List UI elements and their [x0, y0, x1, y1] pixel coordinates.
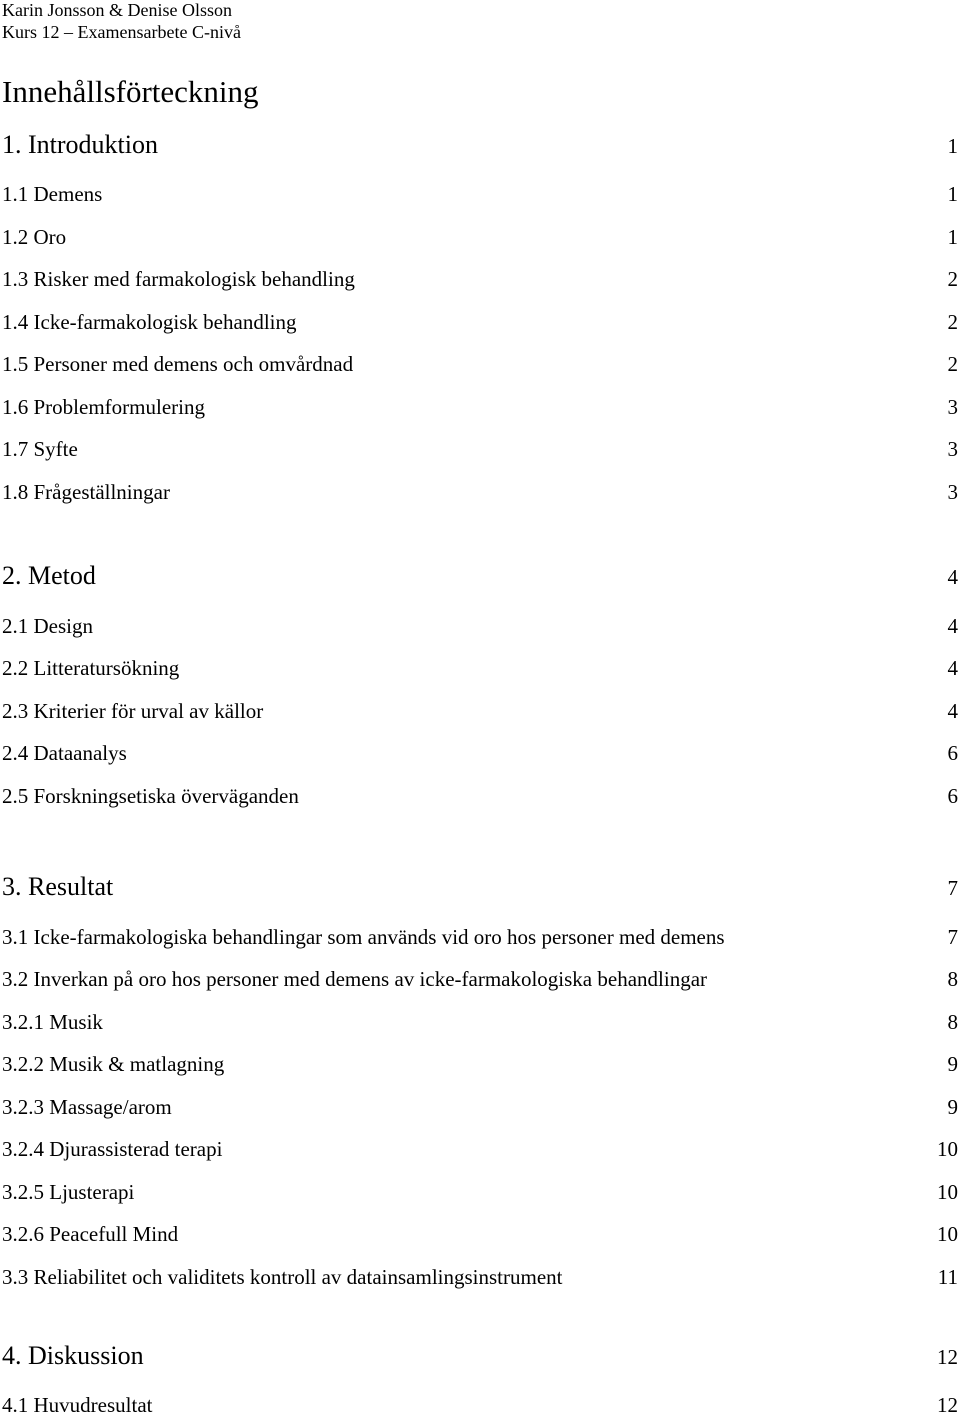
toc-entry-label: 4.1 Huvudresultat — [2, 1393, 153, 1417]
toc-entry[interactable] — [2, 391, 958, 421]
toc-entry-label: 1.2 Oro — [2, 225, 67, 249]
toc-entry-section[interactable] — [2, 872, 958, 902]
toc-entry-page: 2 — [947, 310, 958, 334]
toc-entry[interactable] — [2, 695, 958, 725]
toc-entry-label: 2.5 Forskningsetiska överväganden — [2, 784, 299, 808]
toc-entry-page: 1 — [947, 182, 958, 206]
toc-entry[interactable] — [2, 610, 958, 640]
toc-entry[interactable] — [2, 1261, 958, 1291]
toc-entry-page: 6 — [947, 784, 958, 808]
toc-entry-label: 2.3 Kriterier för urval av källor — [2, 699, 264, 723]
toc-entry-page: 10 — [937, 1222, 958, 1246]
toc-entry-page: 7 — [947, 925, 958, 949]
toc-entry[interactable] — [2, 221, 958, 251]
toc-entry-label: 2.4 Dataanalys — [2, 741, 127, 765]
toc-entry-label: 2.2 Litteratursökning — [2, 656, 180, 680]
toc-entry-label: 3.2.4 Djurassisterad terapi — [2, 1137, 223, 1161]
header-course: Kurs 12 – Examensarbete C-nivå — [2, 22, 241, 42]
toc-entry[interactable] — [2, 476, 958, 506]
toc-entry-label: 1.7 Syfte — [2, 437, 78, 461]
toc-entry-label: 3.2.3 Massage/arom — [2, 1095, 172, 1119]
toc-entry-page: 4 — [947, 656, 958, 680]
toc-entry-page: 4 — [947, 565, 958, 589]
toc-entry[interactable] — [2, 737, 958, 767]
toc-entry[interactable] — [2, 1091, 958, 1121]
toc-entry[interactable] — [2, 1176, 958, 1206]
toc-entry[interactable] — [2, 433, 958, 463]
toc-entry-page: 4 — [947, 699, 958, 723]
toc-entry[interactable] — [2, 1389, 958, 1419]
toc-entry-page: 3 — [947, 395, 958, 419]
toc-entry-section[interactable] — [2, 130, 958, 160]
toc-entry-label: 2. Metod — [2, 561, 96, 590]
toc-entry-page: 1 — [947, 134, 958, 158]
toc-entry-page: 8 — [947, 1010, 958, 1034]
toc-entry-label: 3.2.6 Peacefull Mind — [2, 1222, 179, 1246]
toc-entry-label: 3.2 Inverkan på oro hos personer med demens av icke-farmakologiska behandlingar — [2, 967, 708, 991]
toc-entry[interactable] — [2, 921, 958, 951]
toc-entry-page: 2 — [947, 352, 958, 376]
toc-entry-page: 12 — [937, 1345, 958, 1369]
toc-entry-label: 1.3 Risker med farmakologisk behandling — [2, 267, 355, 291]
toc-entry-page: 6 — [947, 741, 958, 765]
toc-entry[interactable] — [2, 780, 958, 810]
toc-entry-section[interactable] — [2, 1341, 958, 1371]
toc-entry-page: 9 — [947, 1095, 958, 1119]
toc-entry-label: 3.3 Reliabilitet och validitets kontroll av datainsamlingsinstrument — [2, 1265, 563, 1289]
toc-entry-page: 11 — [937, 1265, 958, 1289]
toc-entry-page: 3 — [947, 437, 958, 461]
toc-entry-label: 4. Diskussion — [2, 1341, 144, 1370]
toc-entry[interactable] — [2, 306, 958, 336]
toc-entry-label: 2.1 Design — [2, 614, 93, 638]
toc-entry-label: 3.2.1 Musik — [2, 1010, 103, 1034]
toc-entry-page: 4 — [947, 614, 958, 638]
toc-entry-page: 2 — [947, 267, 958, 291]
toc-entry-label: 1.8 Frågeställningar — [2, 480, 170, 504]
toc-entry[interactable] — [2, 178, 958, 208]
toc-entry[interactable] — [2, 1218, 958, 1248]
toc-entry[interactable] — [2, 652, 958, 682]
toc-entry[interactable] — [2, 1006, 958, 1036]
header-authors: Karin Jonsson & Denise Olsson — [2, 0, 232, 20]
toc-entry-label: 3. Resultat — [2, 872, 114, 901]
toc-entry[interactable] — [2, 1133, 958, 1163]
toc-entry[interactable] — [2, 263, 958, 293]
toc-entry-page: 7 — [947, 876, 958, 900]
toc-entry-label: 1.5 Personer med demens och omvårdnad — [2, 352, 354, 376]
toc-entry-page: 1 — [947, 225, 958, 249]
toc-entry-label: 3.2.2 Musik & matlagning — [2, 1052, 225, 1076]
toc-entry-label: 3.1 Icke-farmakologiska behandlingar som används vid oro hos personer med demens — [2, 925, 725, 949]
toc-entry-label: 3.2.5 Ljusterapi — [2, 1180, 135, 1204]
toc-entry-page: 3 — [947, 480, 958, 504]
toc-entry[interactable] — [2, 1048, 958, 1078]
toc-entry-label: 1.4 Icke-farmakologisk behandling — [2, 310, 297, 334]
toc-entry-page: 9 — [947, 1052, 958, 1076]
toc-title: Innehållsförteckning — [2, 74, 259, 109]
toc-entry-section[interactable] — [2, 561, 958, 591]
toc-entry[interactable] — [2, 963, 958, 993]
toc-entry-label: 1.6 Problemformulering — [2, 395, 205, 419]
toc-entry-page: 10 — [937, 1137, 958, 1161]
toc-entry[interactable] — [2, 348, 958, 378]
toc-entry-page: 8 — [947, 967, 958, 991]
toc-entry-page: 12 — [937, 1393, 958, 1417]
toc-entry-page: 10 — [937, 1180, 958, 1204]
toc-entry-label: 1.1 Demens — [2, 182, 103, 206]
toc-entry-label: 1. Introduktion — [2, 130, 158, 159]
